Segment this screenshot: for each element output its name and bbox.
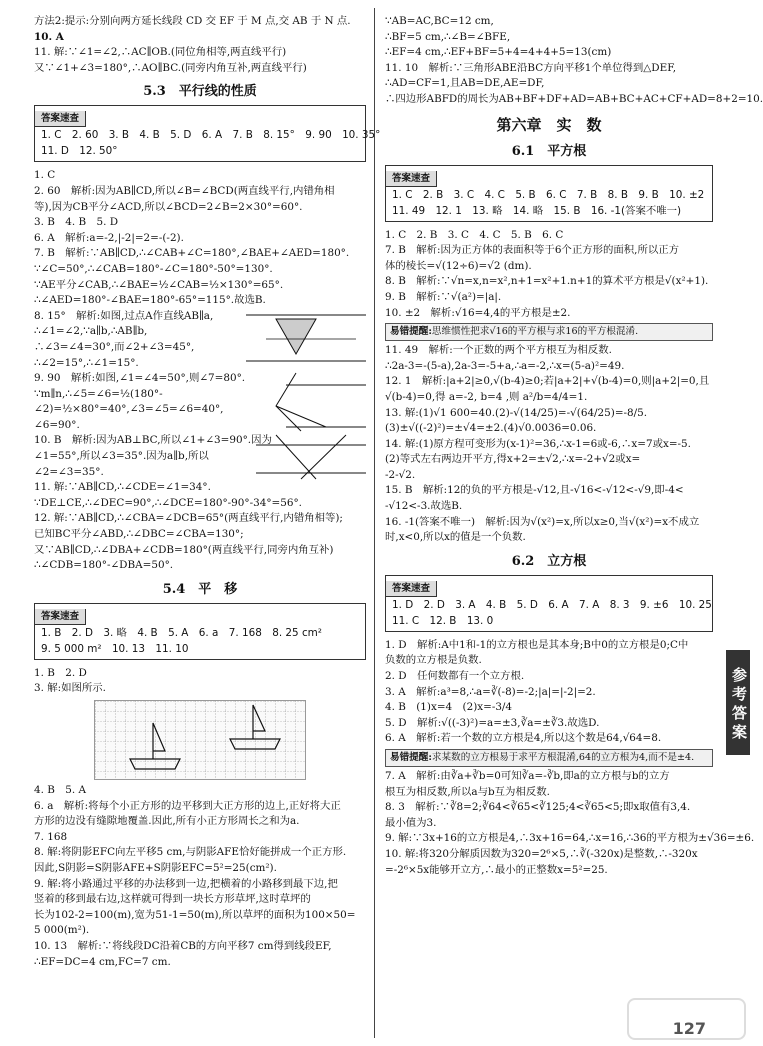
section-title-5-3: 5.3 平行线的性质 [143, 84, 257, 100]
right-top-block [385, 14, 763, 108]
text-line: (3)±√((-2)²)=±√4=±2.(4)√0.0036=0.06. [385, 422, 597, 435]
answer-box-header: 答案速查 [35, 609, 86, 625]
text-line: ∴EF=4 cm,∴EF+BF=5+4=4+4+5=13(cm) [385, 46, 612, 59]
text-line: =-2⁶×5x能够开立方,∴最小的正整数x=5²=25. [385, 863, 608, 876]
text-line: 10. 解:将320分解质因数为320=2⁶×5,∴∛(-320x)是整数,∴-320x [385, 847, 698, 860]
text-line: 8. B 解析:∵√n=x,n=x²,n+1=x²+1.n+1的算术平方根是√(x²+1). [385, 275, 709, 288]
text-line: 根互为相反数,所以a与b互为相反数. [385, 785, 550, 798]
text-line: 9. B 解析:∵√(a²)=|a|. [385, 290, 502, 303]
text-line: 8. 解:将阴影EFC向左平移5 cm,与阴影AFE恰好能拼成一个正方形. [34, 846, 347, 859]
text-line: 1. C [34, 169, 56, 182]
text-line: 4. B 5. A [34, 784, 86, 796]
text-line: ∵DE⊥CE,∴∠DEC=90°,∴∠DCE=180°-90°-34°=56°. [34, 496, 302, 509]
text-line: 10. 13 解析:∵将线段DC沿着CB的方向平移7 cm得到线段EF, [34, 939, 332, 952]
mistake-tip [385, 323, 713, 341]
text-line: 1. D 解析:A中1和-1的立方根也是其本身;B中0的立方根是0;C中 [385, 638, 689, 651]
answer-row: 9. 5 000 m² 10. 13 11. 10 [41, 642, 189, 655]
text-line: 等),因为CB平分∠ACD,所以∠BCD=2∠B=2×30°=60°. [34, 200, 303, 213]
text-line: 7. A 解析:由∛a+∛b=0可知∛a=-∛b,即a的立方根与b的立方 [385, 770, 670, 782]
text-line: ∠2)=½×80°=40°,∠3=∠5=∠6=40°, [34, 403, 224, 416]
side-tab-answers: 参考答案 [726, 650, 750, 755]
text-line: 8. 3 解析:∵∛8=2;∛64<∛65<∛125;4<∛65<5;即x取值有3,4. [385, 801, 691, 814]
chapter-title: 第六章 实 数 [496, 115, 602, 134]
answer-box-header: 答案速查 [386, 581, 437, 597]
section-title-6-2: 6.2 立方根 [511, 553, 587, 569]
answer-box-header: 答案速查 [386, 171, 437, 187]
text-line: ∴∠3=∠4=30°,而∠2+∠3=45°, [34, 340, 195, 353]
text-line: 12. 解:∵AB∥CD,∴∠CBA=∠DCB=65°(两直线平行,内错角相等); [34, 512, 343, 525]
text-line: 7. 168 [34, 830, 68, 843]
text-line: 已知BC平分∠ABD,∴∠DBC=∠CBA=130°; [34, 528, 244, 541]
text-line: 5 000(m²). [34, 924, 90, 937]
intersecting-lines-figure [256, 433, 366, 481]
text-line: ∠6=90°. [34, 418, 80, 431]
solutions-6-1 [385, 228, 713, 546]
text-line: ∴四边形ABFD的周长为AB+BF+DF+AD=AB+BC+AC+CF+AD=8+2=10. [385, 92, 763, 105]
answer-row: 11. D 12. 50° [41, 145, 118, 158]
answer-row: 11. 49 12. 1 13. 略 14. 略 15. B 16. -1(答案不唯一) [392, 204, 682, 217]
text-line: 1. C 2. B 3. C 4. C 5. B 6. C [385, 228, 564, 241]
tip-text: 思维惯性把求√16的平方根与求16的平方根混淆. [431, 326, 639, 338]
left-column [34, 14, 381, 1028]
text-line: 又∵AB∥CD,∴∠DBA+∠CDB=180°(两直线平行,同旁内角互补) [34, 543, 334, 556]
text-line: 9. 解:∵3x+16的立方根是4,∴3x+16=64,∴x=16,∴36的平方根为±√36=±6. [385, 832, 755, 845]
text-line: ∴∠AED=180°-∠BAE=180°-65°=115°.故选B. [34, 294, 266, 307]
text-line: ∠2=∠3=35°. [34, 465, 104, 478]
text-line: 5. D 解析:√((-3)²)=a=±3,∛a=±∛3.故选D. [385, 716, 600, 729]
parallel-lines-figure [246, 309, 366, 369]
text-line: 又∵∠1+∠3=180°,∴AO∥BC.(同旁内角互补,两直线平行) [34, 61, 307, 74]
mistake-tip [385, 749, 713, 767]
text-line: √(b-4)=0,得 a=-2, b=4 ,则 a²/b=4/4=1. [385, 390, 588, 403]
text-line: 10. A [34, 30, 64, 43]
column-divider [374, 8, 375, 1038]
text-line: 16. -1(答案不唯一) 解析:因为√(x²)=x,所以x≥0,当√(x²)=x不成立 [385, 515, 700, 528]
text-line: ∠1=55°,所以∠3=35°.因为a∥b,所以 [34, 450, 209, 463]
solutions-5-3 [34, 168, 366, 573]
text-line: ∴∠2=15°,∴∠1=15°. [34, 356, 139, 369]
answer-quick-box-6-1 [385, 165, 713, 222]
section-title-5-4: 5.4 平 移 [162, 581, 238, 597]
text-line: ∵m∥n,∴∠5=∠6=½(180°- [34, 387, 163, 400]
page-number: 127 [672, 1019, 706, 1038]
text-line: 14. 解:(1)原方程可变形为(x-1)²=36,∴x-1=6或-6,∴x=7或x=-5. [385, 437, 691, 450]
text-line: 时,x<0,所以x的值是一个负数. [385, 531, 526, 544]
text-line: 体的棱长=√(12÷6)=√2 (dm). [385, 259, 532, 272]
text-line: 11. 10 解析:∵三角形ABE沿BC方向平移1个单位得到△DEF, [385, 61, 677, 74]
text-line: ∴BF=5 cm,∴∠B=∠BFE, [385, 30, 511, 43]
text-line: 竖着的移到最右边,这样就可得到一块长方形草坪,这时草坪的 [34, 893, 311, 906]
text-line: 8. 15° 解析:如图,过点A作直线AB∥a, [34, 309, 214, 322]
text-line: 2. D 任何数都有一个立方根. [385, 670, 525, 683]
text-line: ∴EF=DC=4 cm,FC=7 cm. [34, 955, 171, 968]
tip-text: 求某数的立方根易于求平方根混淆,64的立方根为4,而不是±4. [431, 752, 695, 763]
text-line: 13. 解:(1)√1 600=40.(2)-√(14/25)=-√(64/25)=-8/5. [385, 406, 648, 419]
answer-row: 1. C 2. 60 3. B 4. B 5. D 6. A 7. B 8. 15° 9. 90 10. 35° [41, 129, 381, 142]
grid-translation-figure [94, 700, 306, 780]
text-line: ∵AE平分∠CAB,∴∠BAE=½∠CAB=½×130°=65°. [34, 278, 284, 291]
answer-quick-box-5-3 [34, 105, 381, 162]
text-line: -2-√2. [385, 468, 416, 481]
text-line: 1. B 2. D [34, 666, 87, 679]
text-line: 3. 解:如图所示. [34, 682, 106, 695]
text-line: 11. 解:∵AB∥CD,∴∠CDE=∠1=34°. [34, 481, 211, 494]
text-line: 因此,S阴影=S阴影AFE+S阴影EFC=5²=25(cm²). [34, 861, 277, 874]
text-line: 11. 解:∵∠1=∠2,∴AC∥OB.(同位角相等,两直线平行) [34, 46, 287, 59]
text-line: 2. 60 解析:因为AB∥CD,所以∠B=∠BCD(两直线平行,内错角相 [34, 184, 335, 197]
answer-row: 1. C 2. B 3. C 4. C 5. B 6. C 7. B 8. B 9. B 10. ±2 [392, 188, 705, 201]
text-line: 10. ±2 解析:√16=4,4的平方根是±2. [385, 306, 571, 319]
section-title-6-1: 6.1 平方根 [511, 143, 587, 159]
text-line: 3. B 4. B 5. D [34, 216, 119, 229]
text-line: 10. B 解析:因为AB⊥BC,所以∠1+∠3=90°.因为 [34, 434, 272, 447]
text-line: 7. B 解析:∵AB∥CD,∴∠CAB+∠C=180°,∠BAE+∠AED=180°. [34, 247, 350, 260]
tip-label: 易错提醒: [390, 326, 432, 338]
text-line: 方法2:提示:分别向两方延长线段 CD 交 EF 于 M 点,交 AB 于 N 点. [34, 15, 351, 27]
text-line: ∵∠C=50°,∴∠CAB=180°-∠C=180°-50°=130°. [34, 262, 273, 275]
text-line: 负数的立方根是负数. [385, 654, 482, 667]
answer-box-header: 答案速查 [35, 111, 86, 127]
text-line: 方形的边没有缝隙地覆盖.因此,所有小正方形周长之和为a. [34, 815, 300, 828]
answer-row: 1. D 2. D 3. A 4. B 5. D 6. A 7. A 8. 3 9. ±6 10. 25 [392, 598, 712, 611]
angle-figure [256, 371, 366, 435]
solutions-5-4 [34, 666, 366, 970]
text-line: 3. A 解析:a³=8,∴a=∛(-8)=-2;|a|=|-2|=2. [385, 685, 596, 698]
text-line: 12. 1 解析:|a+2|≥0,√(b-4)≥0;若|a+2|+√(b-4)=0,则|a+2|=0,且 [385, 375, 710, 388]
text-line: -√12<-3.故选B. [385, 500, 463, 513]
text-line: 4. B (1)x=4 (2)x=-3/4 [385, 701, 513, 714]
text-line: 11. 49 解析:一个正数的两个平方根互为相反数. [385, 344, 612, 357]
text-line: 15. B 解析:12的负的平方根是-√12,且-√16<-√12<-√9,即-4< [385, 484, 684, 497]
answer-row: 11. C 12. B 13. 0 [392, 614, 494, 627]
text-line: 9. 90 解析:如图,∠1=∠4=50°,则∠7=80°. [34, 372, 246, 385]
answer-quick-box-6-2 [385, 575, 713, 632]
text-line: 最小值为3. [385, 816, 437, 829]
text-line: ∴∠1=∠2,∵a∥b,∴AB∥b, [34, 325, 148, 338]
tip-label: 易错提醒: [390, 752, 432, 763]
text-line: 6. a 解析:将每个小正方形的边平移到大正方形的边上,正好将大正 [34, 799, 341, 812]
text-line: 7. B 解析:因为正方体的表面积等于6个正方形的面积,所以正方 [385, 244, 680, 257]
left-top-block [34, 14, 366, 76]
text-line: 9. 解:将小路通过平移的办法移到一边,把横着的小路移到最下边,把 [34, 877, 338, 890]
text-line: ∴∠CDB=180°-∠DBA=50°. [34, 559, 174, 572]
text-line: 6. A 解析:若一个数的立方根是4,所以这个数是64,√64=8. [385, 732, 662, 745]
answer-quick-box-5-4 [34, 603, 366, 660]
text-line: 长为102-2=100(m),宽为51-1=50(m),所以草坪的面积为100×50= [34, 908, 356, 921]
text-line: (2)等式左右两边开平方,得x+2=±√2,∴x=-2+√2或x= [385, 453, 641, 466]
text-line: ∵AB=AC,BC=12 cm, [385, 15, 494, 27]
text-line: ∴2a-3=-(5-a),2a-3=-5+a,∴a=-2,∴x=(5-a)²=49. [385, 359, 625, 372]
text-line: ∴AD=CF=1,且AB=DE,AE=DF, [385, 77, 545, 90]
text-line: 6. A 解析:a=-2,|-2|=2=-(-2). [34, 231, 184, 244]
answer-row: 1. B 2. D 3. 略 4. B 5. A 6. a 7. 168 8. 25 cm² [41, 626, 322, 639]
